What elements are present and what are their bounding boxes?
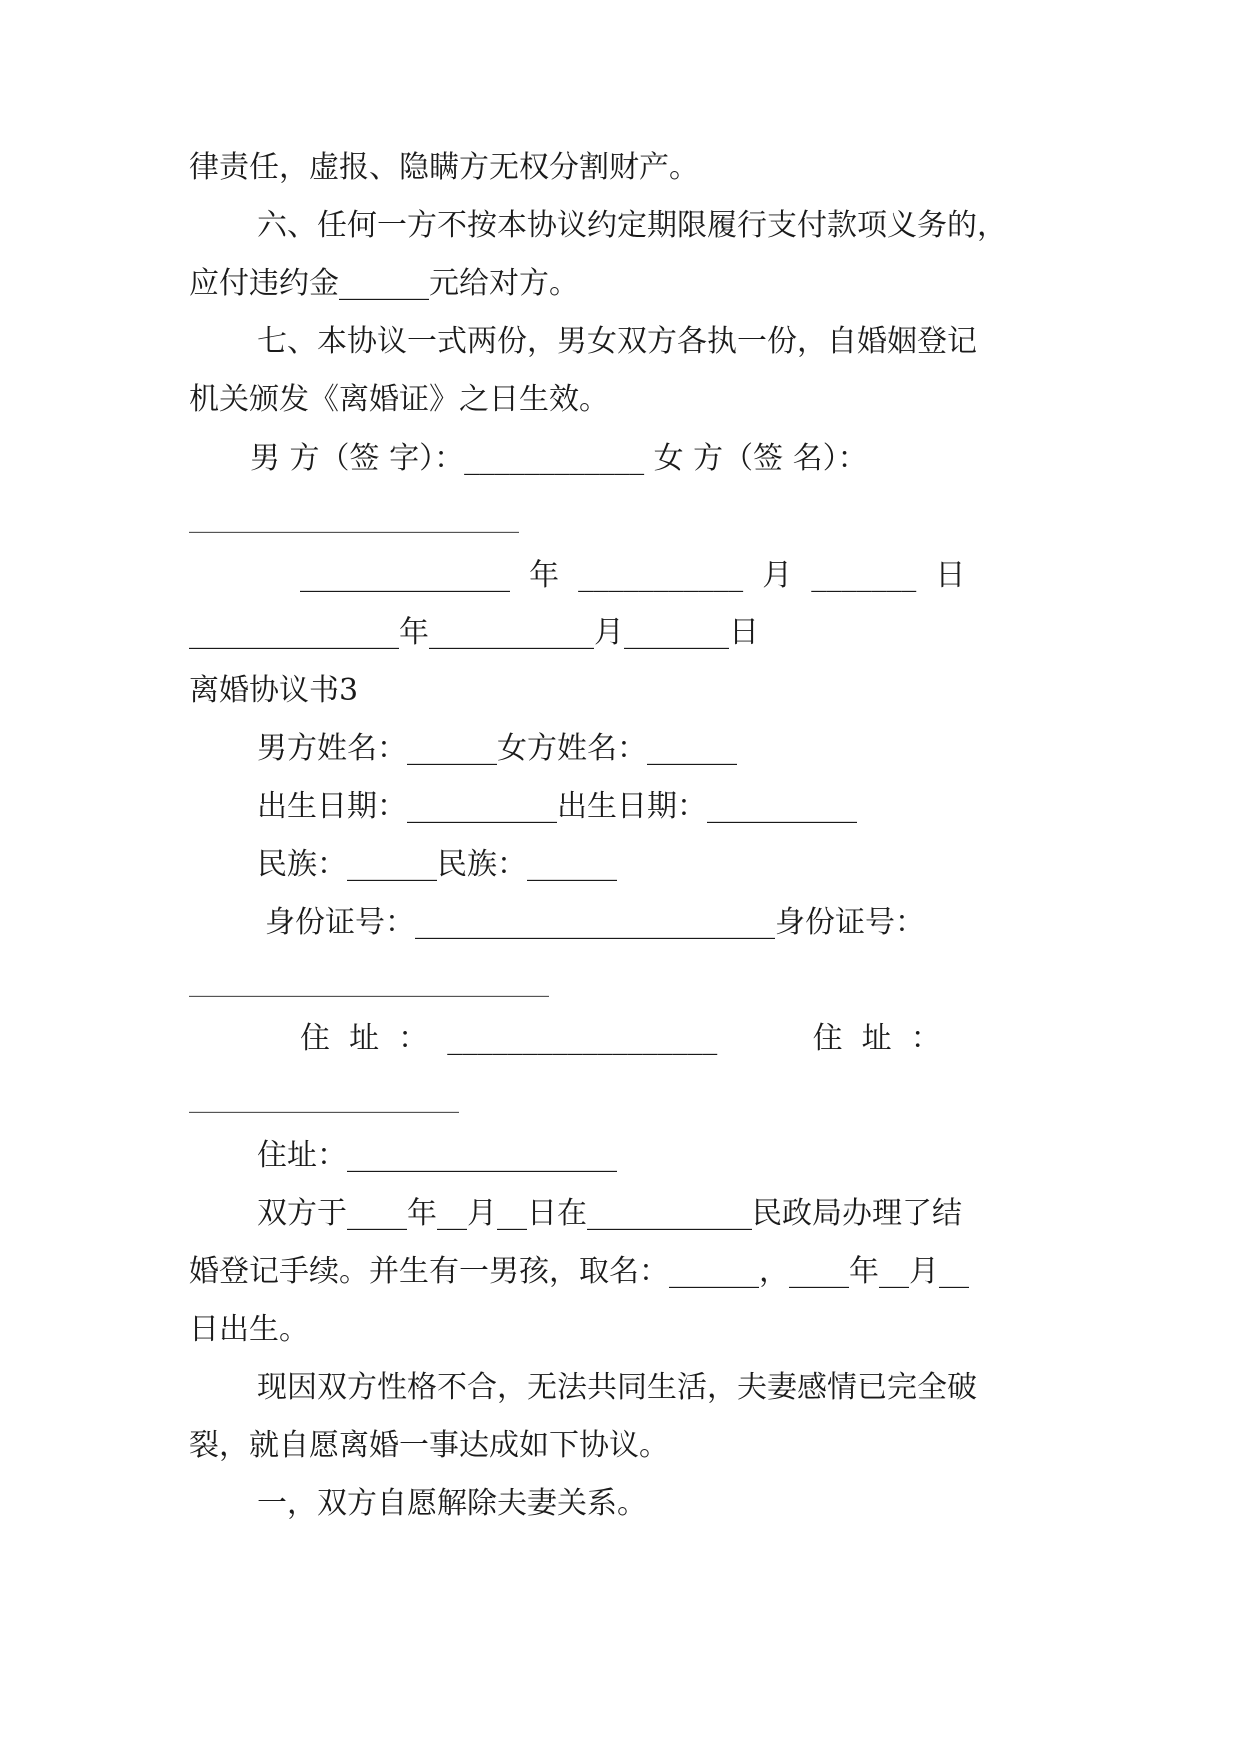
marriage-registration: 双方于____年__月__日在___________民政局办理了结: [257, 1196, 962, 1231]
clause-one: 一，双方自愿解除夫妻关系。: [257, 1486, 647, 1521]
date-line: ______________年___________月_______日: [189, 615, 759, 650]
date-line: ______________ 年 ___________ 月 _______ 日: [300, 558, 966, 593]
blank-line: __________________: [189, 1079, 459, 1114]
text-line: 机关颁发《离婚证》之日生效。: [189, 382, 609, 417]
id-number-field: 身份证号：________________________身份证号：: [265, 905, 925, 940]
reason-paragraph: 现因双方性格不合，无法共同生活，夫妻感情已完全破: [257, 1370, 977, 1405]
birthdate-field: 出生日期：__________出生日期：__________: [257, 789, 857, 824]
name-field: 男方姓名：______女方姓名：______: [257, 731, 737, 766]
section-title: 离婚协议书3: [189, 673, 359, 708]
text-line: 日出生。: [189, 1312, 309, 1347]
text-line: 婚登记手续。并生有一男孩，取名：______，____年__月__: [189, 1254, 969, 1289]
text-line: 律责任，虚报、隐瞒方无权分割财产。: [189, 150, 699, 185]
text-line: 裂，就自愿离婚一事达成如下协议。: [189, 1428, 669, 1463]
address-field: 住 址 ： __________________ 住 址 ：: [300, 1021, 941, 1056]
clause-six: 六、任何一方不按本协议约定期限履行支付款项义务的，: [257, 208, 1007, 243]
text-line: 应付违约金______元给对方。: [189, 266, 579, 301]
ethnicity-field: 民族：______民族：______: [257, 847, 617, 882]
blank-line: ________________________: [189, 963, 549, 998]
signature-line: 男 方（签 字）：____________ 女 方（签 名）：: [250, 441, 868, 476]
blank-line: ______________________: [189, 499, 519, 534]
clause-seven: 七、本协议一式两份，男女双方各执一份，自婚姻登记: [257, 324, 977, 359]
address-field: 住址：__________________: [257, 1138, 617, 1173]
